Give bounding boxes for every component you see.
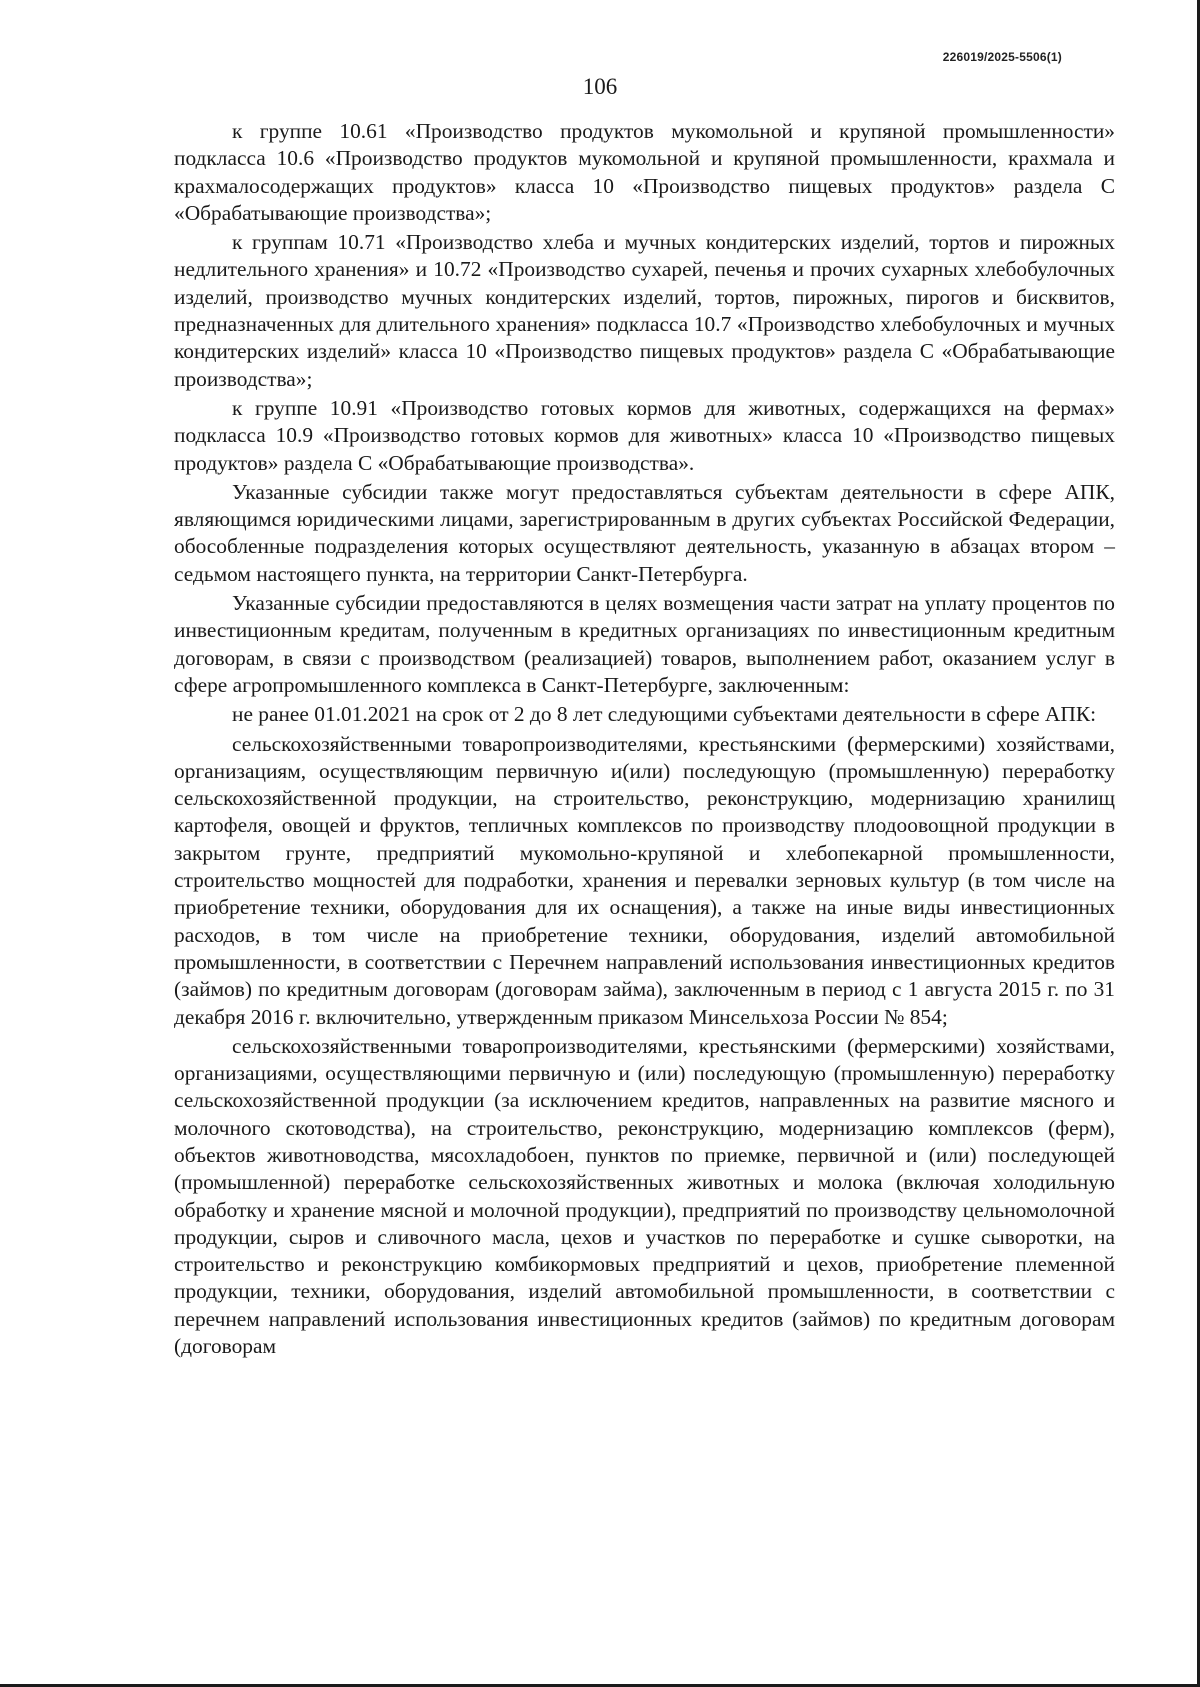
paragraph-group-10-61: к группе 10.61 «Производство продуктов мукомольной и крупяной промышленности» подкласса 10.6 «Производство продуктов мукомольной и крупяной промышленности, крахмала и крахмалосодержащих продуктов» класса 10 «Производство пищевых продуктов» раздела С «Обрабатывающие производства»; xyxy=(174,119,1115,225)
paragraph-groups-10-71-10-72: к группам 10.71 «Производство хлеба и мучных кондитерских изделий, тортов и пирожных недлительного хранения» и 10.72 «Производство сухарей, печенья и прочих сухарных хлебобулочных изделий, производство мучных кондитерских изделий, тортов, пирожных, пирогов и бисквитов, предназначенных для длительного хранения» подкласса 10.7 «Производство хлебобулочных и мучных кондитерских изделий» класса 10 «Производство пищевых продуктов» раздела С «Обрабатывающие производства»; xyxy=(174,230,1115,391)
paragraph-loan-terms: не ранее 01.01.2021 на срок от 2 до 8 лет следующими субъектами деятельности в сфере АПК: xyxy=(232,702,1097,727)
paragraph-group-10-91: к группе 10.91 «Производство готовых кормов для животных, содержащихся на фермах» подкласса 10.9 «Производство готовых кормов для животных» класса 10 «Производство пищевых продуктов» раздела С «Обрабатывающие производства». xyxy=(174,395,1115,475)
document-number: 226019/2025-5506(1) xyxy=(942,50,1062,64)
paragraph-subsidies-other-regions: Указанные субсидии также могут предоставляться субъектам деятельности в сфере АПК, являющимся юридическими лицами, зарегистрированным в других субъектах Российской Федерации, обособленные подразделения которых осуществляют деятельность, указанную в абзацах втором – седьмом настоящего пункта, на территории Санкт-Петербурга. xyxy=(174,479,1115,586)
paragraph-producers-livestock: сельскохозяйственными товаропроизводителями, крестьянскими (фермерскими) хозяйствами, организациями, осуществляющими первичную и (или) последующую (промышленную) переработку сельскохозяйственной продукции (за исключением кредитов, направленных на развитие мясного и молочного скотоводства), на строительство, реконструкцию, модернизацию комплексов (ферм), объектов животноводства, мясохладобоен, пунктов по приемке, первичной и (или) последующей (промышленной) переработке сельскохозяйственных животных и молока (включая холодильную обработку и хранение мясной и молочной продукции), предприятий по производству цельномолочной продукции, сыров и сливочного масла, цехов и участков по переработке и сушке сыворотки, на строительство и реконструкцию комбикормовых предприятий и цехов, приобретение племенной продукции, техники, оборудования, изделий автомобильной промышленности, в соответствии с перечнем направлений использования инвестиционных кредитов (займов) по кредитным договорам (договорам xyxy=(174,1033,1115,1359)
page-number: 106 xyxy=(582,74,618,99)
paragraph-producers-crop: сельскохозяйственными товаропроизводителями, крестьянскими (фермерскими) хозяйствами, организациям, осуществляющим первичную и(или) последующую (промышленную) переработку сельскохозяйственной продукции, на строительство, реконструкцию, модернизацию хранилищ картофеля, овощей и фруктов, тепличных комплексов по производству плодоовощной продукции в закрытом грунте, предприятий мукомольно-крупяной и хлебопекарной промышленности, строительство мощностей для подработки, хранения и перевалки зерновых культур (в том числе на приобретение техники, оборудования для их оснащения), а также на иные виды инвестиционных расходов, в том числе на приобретение техники, оборудования, изделий автомобильной промышленности, в соответствии с Перечнем направлений использования инвестиционных кредитов (займов) по кредитным договорам (договорам займа), заключенным в период с 1 августа 2015 г. по 31 декабря 2016 г. включительно, утвержденным приказом Минсельхоза России № 854; xyxy=(174,731,1115,1029)
document-body xyxy=(174,118,1115,1362)
paragraph-subsidies-purpose: Указанные субсидии предоставляются в целях возмещения части затрат на уплату процентов по инвестиционным кредитам, полученным в кредитных организациях по инвестиционным кредитным договорам, в связи с производством (реализацией) товаров, выполнением работ, оказанием услуг в сфере агропромышленного комплекса в Санкт-Петербурге, заключенным: xyxy=(174,591,1115,697)
